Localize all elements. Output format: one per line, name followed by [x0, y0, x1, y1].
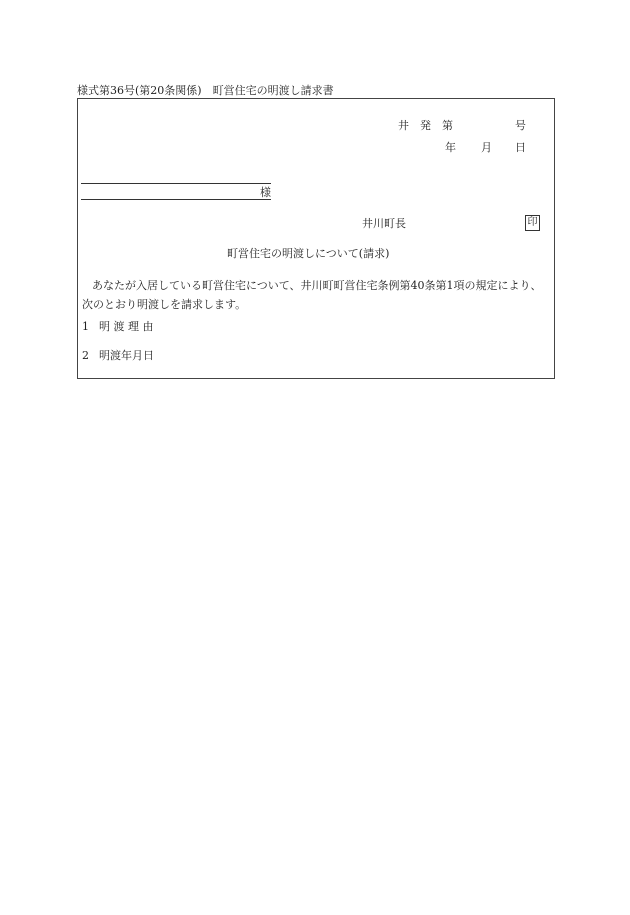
date-day: 日 — [515, 141, 526, 154]
item-2-number: 2 — [82, 349, 89, 362]
date-year: 年 — [445, 141, 456, 154]
document-title: 町営住宅の明渡しについて(請求) — [227, 247, 390, 260]
issuer-name: 井川町長 — [362, 217, 406, 230]
date-month: 月 — [481, 141, 492, 154]
form-header: 様式第36号(第20条関係) 町営住宅の明渡し請求書 — [77, 84, 334, 97]
doc-number-prefix: 井 発 第 — [398, 119, 453, 132]
item-2-label: 明渡年月日 — [99, 349, 154, 362]
addressee-line-bottom — [81, 199, 271, 200]
body-text: あなたが入居している町営住宅について、井川町町営住宅条例第40条第1項の規定により、次のとおり明渡しを請求します。 — [82, 279, 542, 311]
addressee-line-top — [81, 183, 271, 184]
item-1-label: 明 渡 理 由 — [99, 320, 154, 333]
seal-mark: 印 — [525, 215, 540, 231]
addressee-suffix: 様 — [260, 186, 271, 199]
doc-number-suffix: 号 — [515, 119, 526, 132]
item-1-number: 1 — [82, 320, 89, 333]
